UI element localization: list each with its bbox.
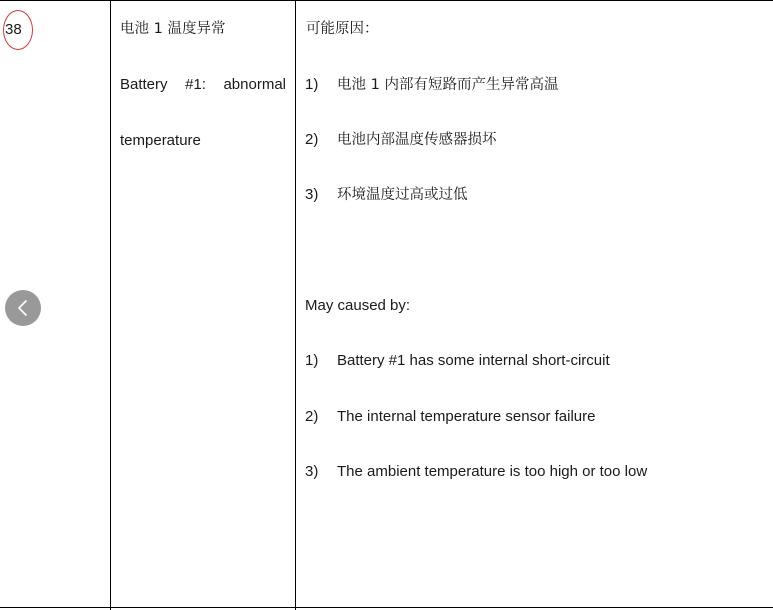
cause-index: 1) (305, 352, 319, 369)
cause-text: The internal temperature sensor failure (337, 408, 596, 425)
fault-title-en-word: Battery (120, 76, 168, 93)
fault-title-cn: 电池 1 温度异常 (120, 21, 226, 37)
chevron-left-icon (5, 290, 41, 326)
cause-text: The ambient temperature is too high or too low (337, 463, 648, 480)
fault-title-en-word: #1: (185, 76, 206, 93)
cause-index: 3) (305, 463, 319, 480)
cause-cn-item (305, 76, 558, 94)
fault-number: 38 (5, 21, 22, 38)
cause-text: Battery #1 has some internal short-circuit (337, 352, 610, 369)
cause-en-item (305, 463, 647, 481)
cause-en-item (305, 408, 595, 426)
fault-title-en-word: abnormal (223, 76, 286, 93)
cause-en-item (305, 352, 610, 370)
cause-text: 电池内部温度传感器损坏 (337, 132, 497, 148)
previous-page-button[interactable] (5, 290, 41, 326)
causes-heading-cn: 可能原因： (306, 21, 379, 37)
cause-index: 3) (305, 186, 319, 203)
cause-index: 2) (305, 131, 319, 148)
cause-cn-item (305, 131, 497, 149)
cause-text: 环境温度过高或过低 (337, 187, 468, 203)
fault-title-en-line2: temperature (120, 132, 201, 149)
cause-text: 电池 1 内部有短路而产生异常高温 (337, 77, 559, 93)
causes-heading-en: May caused by: (305, 297, 411, 314)
cause-index: 1) (305, 76, 319, 93)
cause-cn-item (305, 186, 468, 204)
cause-index: 2) (305, 408, 319, 425)
causes-cell (296, 0, 773, 610)
description-cell (111, 0, 295, 610)
fault-title-en-line1 (120, 76, 286, 94)
